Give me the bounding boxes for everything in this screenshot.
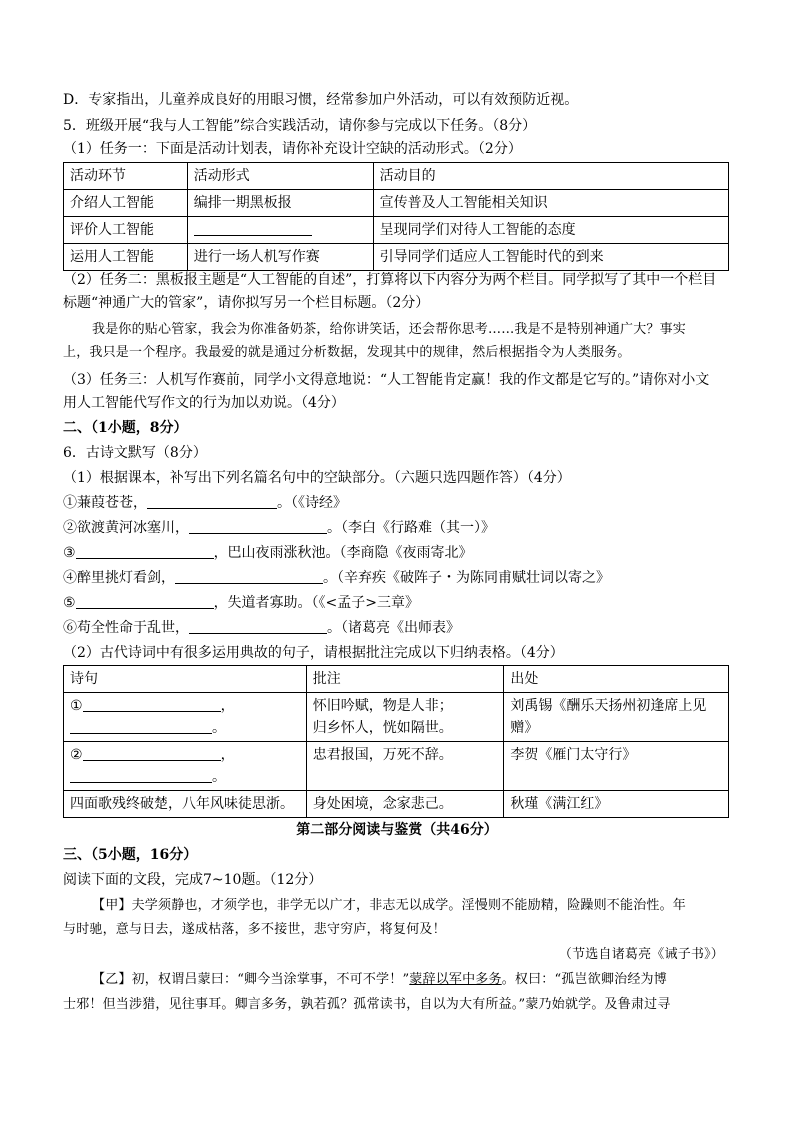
- answer-blank[interactable]: [194, 221, 312, 236]
- table-header: 活动环节: [64, 163, 188, 190]
- table-cell: 引导同学们适应人工智能时代的到来: [373, 244, 728, 271]
- poem-line-4: ④醉里挑灯看剑， 。（辛弃疾《破阵子・为陈同甫赋壮词以寄之》: [63, 570, 610, 586]
- answer-blank-cell[interactable]: [187, 217, 373, 244]
- question-6-title: 6．古诗文默写（8分）: [63, 445, 207, 461]
- poem-line-1: ①蒹葭苍苍， 。（《诗经》: [63, 495, 347, 511]
- table-cell: 秋瑾《满江红》: [504, 791, 729, 818]
- poem-line-5: ⑤ ，失道者寡助。（《<孟子>三章》: [63, 595, 420, 611]
- table-cell: ① ， 。: [64, 693, 307, 742]
- answer-blank[interactable]: [83, 697, 221, 712]
- table-cell: ② ， 。: [64, 742, 307, 791]
- passage-jia-line: 与时驰，意与日去，遂成枯落，多不接世，悲守穷庐，将复何及！: [63, 922, 446, 937]
- section-3-heading: 三、（5小题，16分）: [63, 847, 198, 863]
- passage-yi-line: 士邪！但当涉猎，见往事耳。卿言多务，孰若孤？孤常读书，自以为大有所益。”蒙乃始就学。及鲁肃过寻: [63, 997, 671, 1012]
- passage-jia-line: 【甲】夫学须静也，才须学也，非学无以广才，非志无以成学。淫慢则不能励精，险躁则不能治性。年: [92, 898, 687, 913]
- question-5-title: 5．班级开展“我与人工智能”综合实践活动，请你参与完成以下任务。（8分）: [63, 118, 537, 134]
- table-cell: 进行一场人机写作赛: [187, 244, 373, 271]
- table-cell: 四面歌残终破楚，八年风味徒思浙。: [64, 791, 307, 818]
- table-cell: 忠君报国，万死不辞。: [306, 742, 504, 791]
- passage-yi-line: 【乙】初，权谓吕蒙曰：“卿今当涂掌事，不可不学！”蒙辞以军中多务。权曰：“孤岂欲卿治经为博: [92, 972, 667, 987]
- question-6-part-1: （1）根据课本，补写出下列名篇名句中的空缺部分。（六题只选四题作答）（4分）: [63, 470, 571, 486]
- answer-blank[interactable]: [147, 494, 277, 509]
- poem-line-3: ③ ，巴山夜雨涨秋池。（李商隐《夜雨寄北》: [63, 545, 473, 561]
- table-row: [64, 190, 729, 217]
- question-5-task-2: （2）任务二：黑板报主题是“人工智能的自述”，打算将以下内容分为两个栏目。同学拟写了其中一个栏目: [63, 272, 717, 288]
- answer-blank[interactable]: [83, 746, 221, 761]
- answer-blank[interactable]: [189, 519, 327, 534]
- table-row: [64, 693, 729, 742]
- table-cell: 刘禹锡《酬乐天扬州初逢席上见 赠》: [504, 693, 729, 742]
- answer-blank[interactable]: [76, 544, 214, 559]
- table-header: 活动形式: [187, 163, 373, 190]
- poem-line-6: ⑥苟全性命于乱世， 。（诸葛亮《出师表》: [63, 620, 460, 636]
- table-cell: 李贺《雁门太守行》: [504, 742, 729, 791]
- poem-line-2: ②欲渡黄河冰塞川， 。（李白《行路难（其一）》: [63, 520, 495, 536]
- table-header-row: [64, 163, 729, 190]
- answer-blank[interactable]: [76, 594, 214, 609]
- question-7-instruction: 阅读下面的文段，完成7~10题。（12分）: [63, 872, 323, 888]
- question-5-task-3: （3）任务三：人机写作赛前，同学小文得意地说：“人工智能肯定赢！我的作文都是它写的。”请你对小文: [63, 372, 710, 388]
- part-2-heading: 第二部分阅读与鉴赏（共46分）: [296, 822, 498, 838]
- answer-blank[interactable]: [175, 569, 323, 584]
- underlined-sentence: 蒙辞以军中多务: [409, 972, 502, 987]
- answer-blank[interactable]: [189, 619, 327, 634]
- table-row: [64, 791, 729, 818]
- table-cell: 编排一期黑板报: [187, 190, 373, 217]
- table-header: 批注: [306, 666, 504, 693]
- table-row: [64, 217, 729, 244]
- table-row: [64, 244, 729, 271]
- table-cell: 宣传普及人工智能相关知识: [373, 190, 728, 217]
- table-header-row: [64, 666, 729, 693]
- table-row: [64, 742, 729, 791]
- table-header: 活动目的: [373, 163, 728, 190]
- table-header: 诗句: [64, 666, 307, 693]
- allusion-table: [63, 665, 729, 818]
- table-cell: 身处困境，念家悲己。: [306, 791, 504, 818]
- table-cell: 评价人工智能: [64, 217, 188, 244]
- answer-blank[interactable]: [70, 719, 212, 734]
- table-cell: 怀旧吟赋，物是人非； 归乡怀人，恍如隔世。: [306, 693, 504, 742]
- passage-line: 我是你的贴心管家，我会为你准备奶茶，给你讲笑话，还会帮你思考……我是不是特别神通广大？事实: [92, 322, 687, 337]
- passage-source: （节选自诸葛亮《诫子书》）: [558, 947, 724, 962]
- section-2-heading: 二、（1小题，8分）: [63, 420, 188, 436]
- question-5-task-3-cont: 用人工智能代写作文的行为加以劝说。（4分）: [63, 395, 345, 411]
- table-cell: 运用人工智能: [64, 244, 188, 271]
- activity-plan-table: [63, 162, 729, 271]
- question-5-task-1: （1）任务一：下面是活动计划表，请你补充设计空缺的活动形式。（2分）: [63, 141, 522, 157]
- answer-blank[interactable]: [70, 768, 212, 783]
- question-5-task-2-cont: 标题“神通广大的管家”，请你拟写另一个栏目标题。（2分）: [63, 295, 430, 311]
- table-cell: 介绍人工智能: [64, 190, 188, 217]
- question-4-option-d: D．专家指出，儿童养成良好的用眼习惯，经常参加户外活动，可以有效预防近视。: [63, 92, 579, 108]
- table-header: 出处: [504, 666, 729, 693]
- passage-line: 上，我只是一个程序。我最爱的就是通过分析数据，发现其中的规律，然后根据指令为人类服务。: [63, 345, 631, 360]
- question-6-part-2: （2）古代诗词中有很多运用典故的句子，请根据批注完成以下归纳表格。（4分）: [63, 645, 564, 661]
- table-cell: 呈现同学们对待人工智能的态度: [373, 217, 728, 244]
